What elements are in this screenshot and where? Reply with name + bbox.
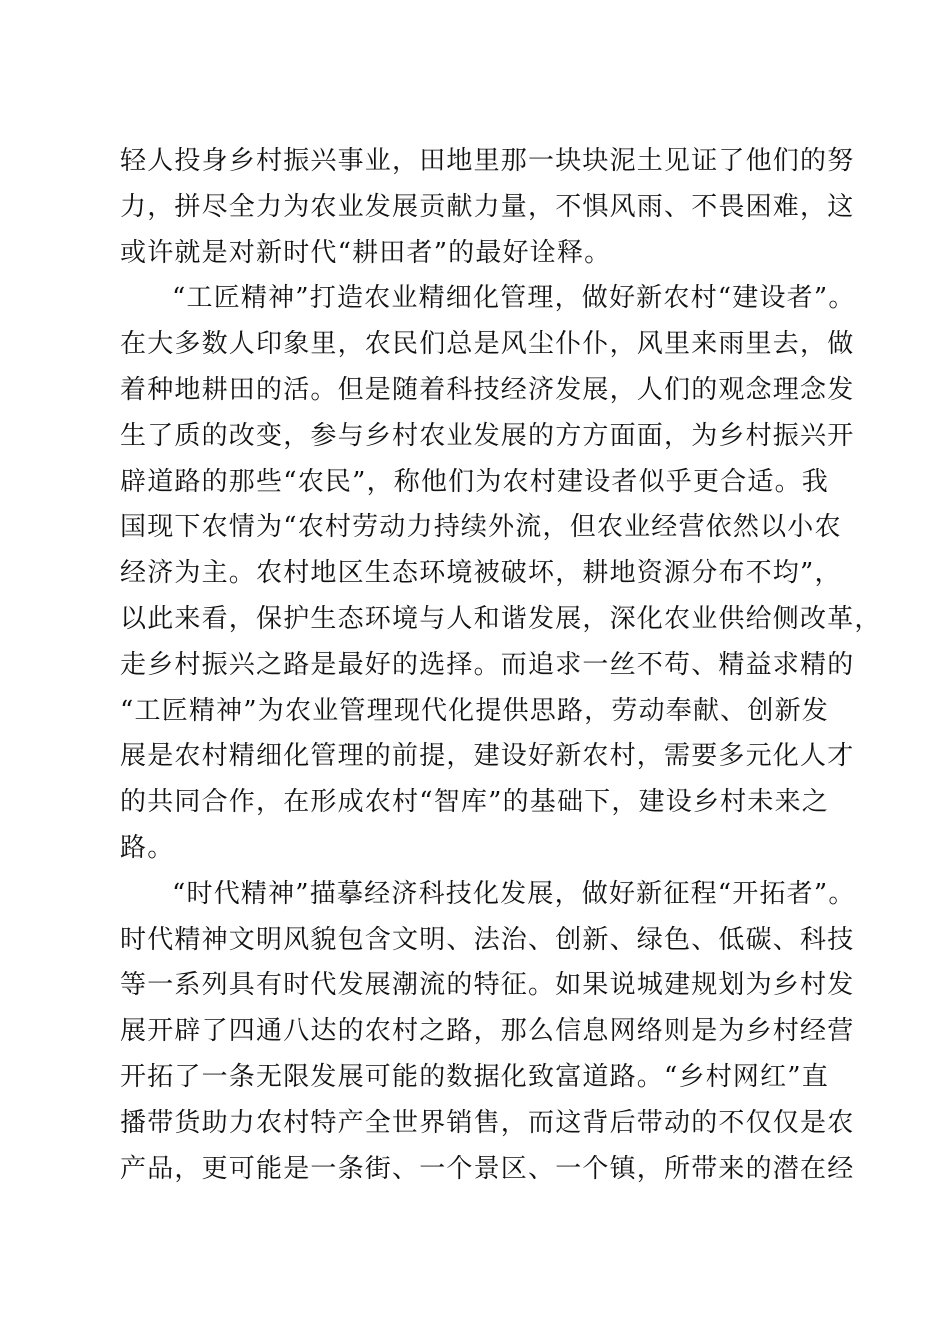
text-line: 展是农村精细化管理的前提，建设好新农村，需要多元化人才	[120, 741, 855, 772]
paragraph-start-line: “工匠精神”打造农业精细化管理，做好新农村“建设者”。	[172, 283, 856, 314]
text-line: 力，拼尽全力为农业发展贡献力量，不惧风雨、不畏困难，这	[120, 191, 855, 222]
text-line: 在大多数人印象里，农民们总是风尘仆仆，风里来雨里去，做	[120, 329, 855, 360]
text-line: 时代精神文明风貌包含文明、法治、创新、绿色、低碳、科技	[120, 924, 855, 955]
text-line: 的共同合作，在形成农村“智库”的基础下，建设乡村未来之	[120, 787, 829, 818]
text-line: 着种地耕田的活。但是随着科技经济发展，人们的观念理念发	[120, 374, 855, 405]
text-line: 辟道路的那些“农民”，称他们为农村建设者似乎更合适。我	[120, 466, 829, 497]
text-line: 等一系列具有时代发展潮流的特征。如果说城建规划为乡村发	[120, 970, 855, 1001]
text-line: 经济为主。农村地区生态环境被破坏，耕地资源分布不均”，	[120, 558, 842, 589]
text-line: 走乡村振兴之路是最好的选择。而追求一丝不苟、精益求精的	[120, 649, 855, 680]
text-line: 路。	[120, 832, 175, 863]
text-line: 或许就是对新时代“耕田者”的最好诠释。	[120, 237, 612, 268]
text-line: 播带货助力农村特产全世界销售，而这背后带动的不仅仅是农	[120, 1107, 855, 1138]
text-line: 国现下农情为“农村劳动力持续外流，但农业经营依然以小农	[120, 512, 842, 543]
text-line: 轻人投身乡村振兴事业，田地里那一块块泥土见证了他们的努	[120, 146, 855, 176]
text-line: 展开辟了四通八达的农村之路，那么信息网络则是为乡村经营	[120, 1016, 855, 1047]
text-line: 产品，更可能是一条街、一个景区、一个镇，所带来的潜在经	[120, 1153, 855, 1184]
text-line: “工匠精神”为农业管理现代化提供思路，劳动奉献、创新发	[120, 695, 829, 726]
text-line: 开拓了一条无限发展可能的数据化致富道路。“乡村网红”直	[120, 1061, 829, 1092]
text-line: 生了质的改变，参与乡村农业发展的方方面面，为乡村振兴开	[120, 420, 855, 451]
paragraph-start-line: “时代精神”描摹经济科技化发展，做好新征程“开拓者”。	[172, 878, 856, 909]
text-line: 以此来看，保护生态环境与人和谐发展，深化农业供给侧改革，	[120, 603, 882, 634]
body-text	[120, 139, 882, 1192]
